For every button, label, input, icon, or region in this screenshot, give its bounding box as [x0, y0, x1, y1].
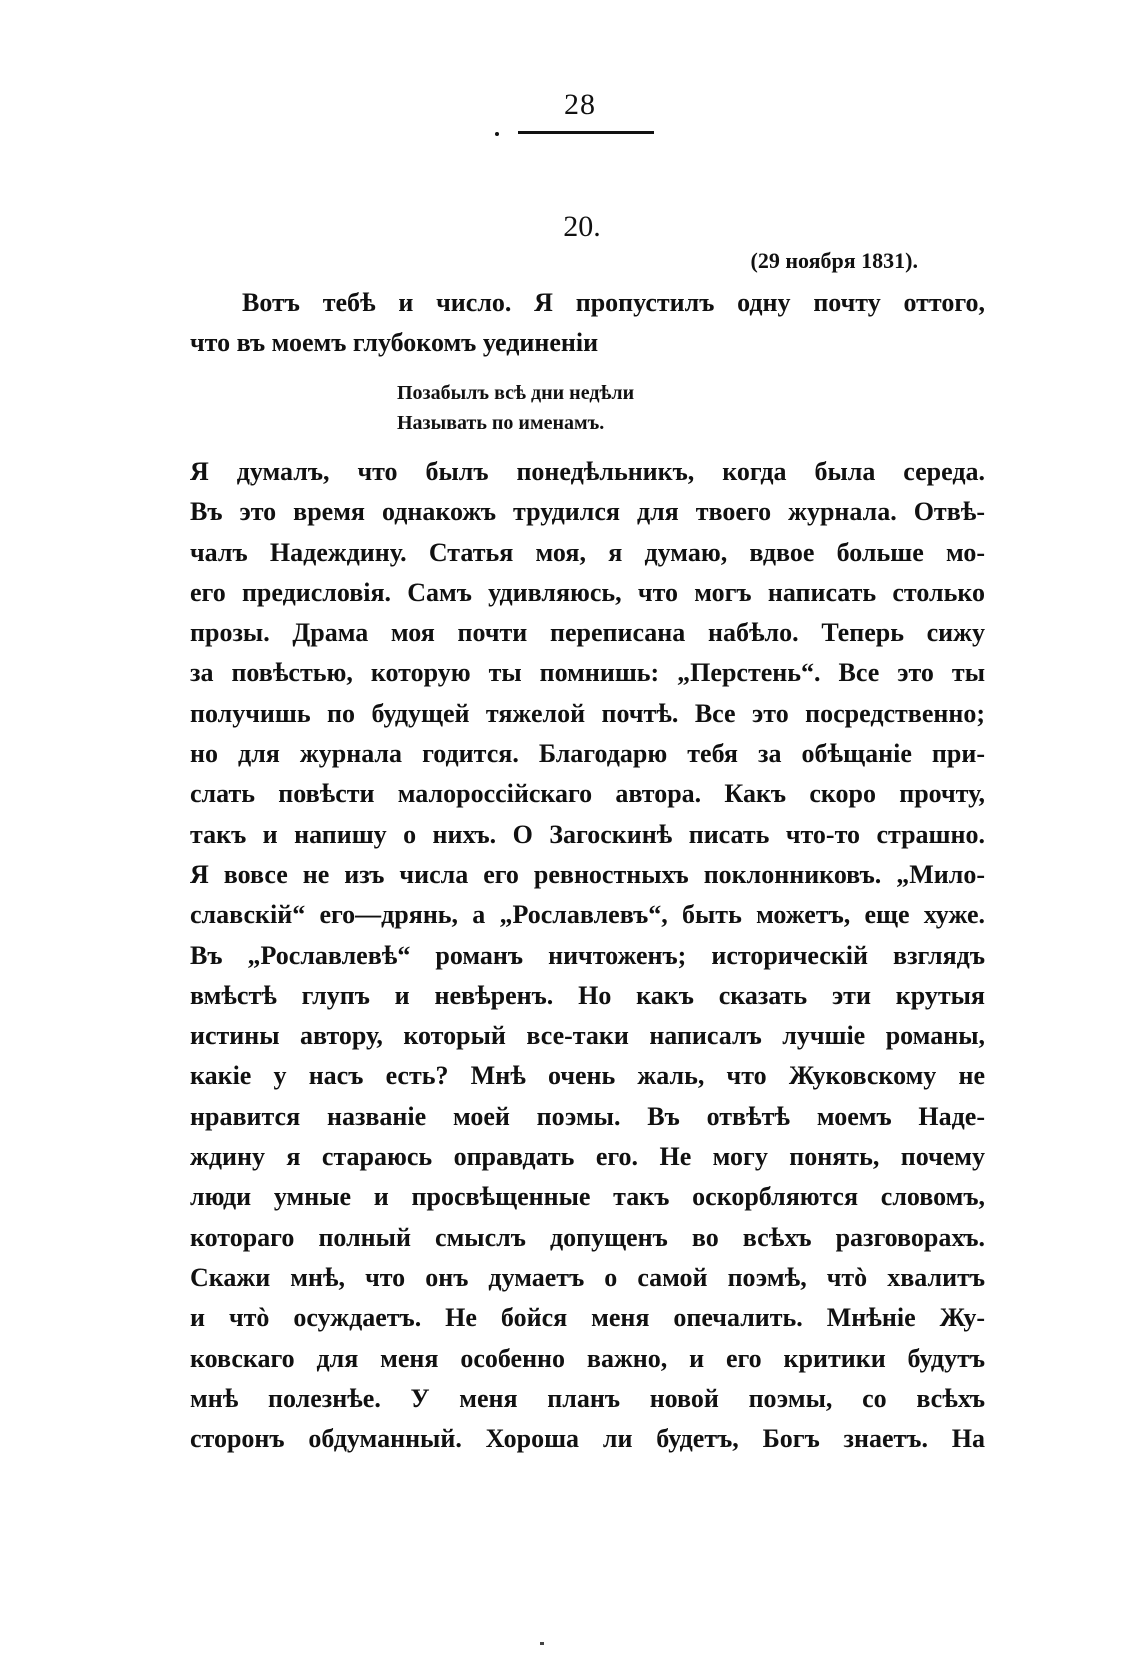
body-line: Въ „Рославлевѣ“ романъ ничтоженъ; историческій взглядъ — [190, 940, 985, 970]
body-line: получишь по будущей тяжелой почтѣ. Все это посредственно; — [190, 698, 985, 728]
body-line: слать повѣсти малороссійскаго автора. Какъ скоро прочту, — [190, 779, 985, 809]
letter-date: (29 ноября 1831). — [750, 248, 918, 273]
verse-line: Называть по именамъ. — [397, 412, 605, 434]
body-paragraph — [190, 452, 985, 1459]
body-line: такъ и напишу о нихъ. О Загоскинѣ писать что-то страшно. — [190, 819, 985, 849]
intro-line: Вотъ тебѣ и число. Я пропустилъ одну почту оттого, — [242, 288, 985, 317]
letter-number: 20. — [563, 210, 601, 243]
body-line: и чтò осуждаетъ. Не бойся меня опечалить. Мнѣніе Жу- — [190, 1303, 985, 1333]
page-number: 28 — [564, 88, 596, 121]
body-line: Скажи мнѣ, что онъ думаетъ о самой поэмѣ, чтò хвалитъ — [190, 1262, 985, 1292]
body-line: Въ это время однакожъ трудился для твоего журнала. Отвѣ- — [190, 497, 985, 527]
body-line: ждину я стараюсь оправдать его. Не могу понять, почему — [190, 1142, 985, 1172]
body-line: сторонъ обдуманный. Хороша ли будетъ, Богъ знаетъ. На — [190, 1424, 985, 1454]
body-line: славскій“ его—дрянь, а „Рославлевъ“, быть можетъ, еще хуже. — [190, 900, 985, 930]
body-line: но для журнала годится. Благодарю тебя за обѣщаніе при- — [190, 739, 985, 769]
body-line: его предисловія. Самъ удивляюсь, что могъ написать столько — [190, 577, 985, 607]
header-dot — [495, 132, 499, 136]
intro-paragraph — [190, 283, 985, 363]
body-line: люди умные и просвѣщенные такъ оскорбляются словомъ, — [190, 1182, 985, 1212]
body-line: нравится названіе моей поэмы. Въ отвѣтѣ моемъ Наде- — [190, 1101, 985, 1131]
body-line: котораго полный смыслъ допущенъ во всѣхъ разговорахъ. — [190, 1222, 985, 1252]
body-line: мнѣ полезнѣе. У меня планъ новой поэмы, со всѣхъ — [190, 1383, 985, 1413]
verse-quote — [397, 378, 634, 438]
body-line: истины автору, который все-таки написалъ лучшіе романы, — [190, 1021, 985, 1051]
body-line: прозы. Драма моя почти переписана набѣло. Теперь сижу — [190, 618, 985, 648]
body-line: Я думалъ, что былъ понедѣльникъ, когда была середа. — [190, 457, 985, 486]
intro-line: что въ моемъ глубокомъ уединеніи — [190, 328, 599, 357]
page-mark — [540, 1642, 544, 1645]
body-line: ковскаго для меня особенно важно, и его критики будутъ — [190, 1343, 985, 1373]
header-rule — [518, 131, 654, 134]
body-line: вмѣстѣ глупъ и невѣренъ. Но какъ сказать эти крутыя — [190, 980, 985, 1010]
body-line: Я вовсе не изъ числа его ревностныхъ поклонниковъ. „Мило- — [190, 859, 985, 889]
body-line: чалъ Надеждину. Статья моя, я думаю, вдвое больше мо- — [190, 537, 985, 567]
body-line: за повѣстью, которую ты помнишь: „Перстень“. Все это ты — [190, 658, 985, 688]
verse-line: Позабылъ всѣ дни недѣли — [397, 382, 635, 404]
body-line: какіе у насъ есть? Мнѣ очень жаль, что Жуковскому не — [190, 1061, 985, 1091]
